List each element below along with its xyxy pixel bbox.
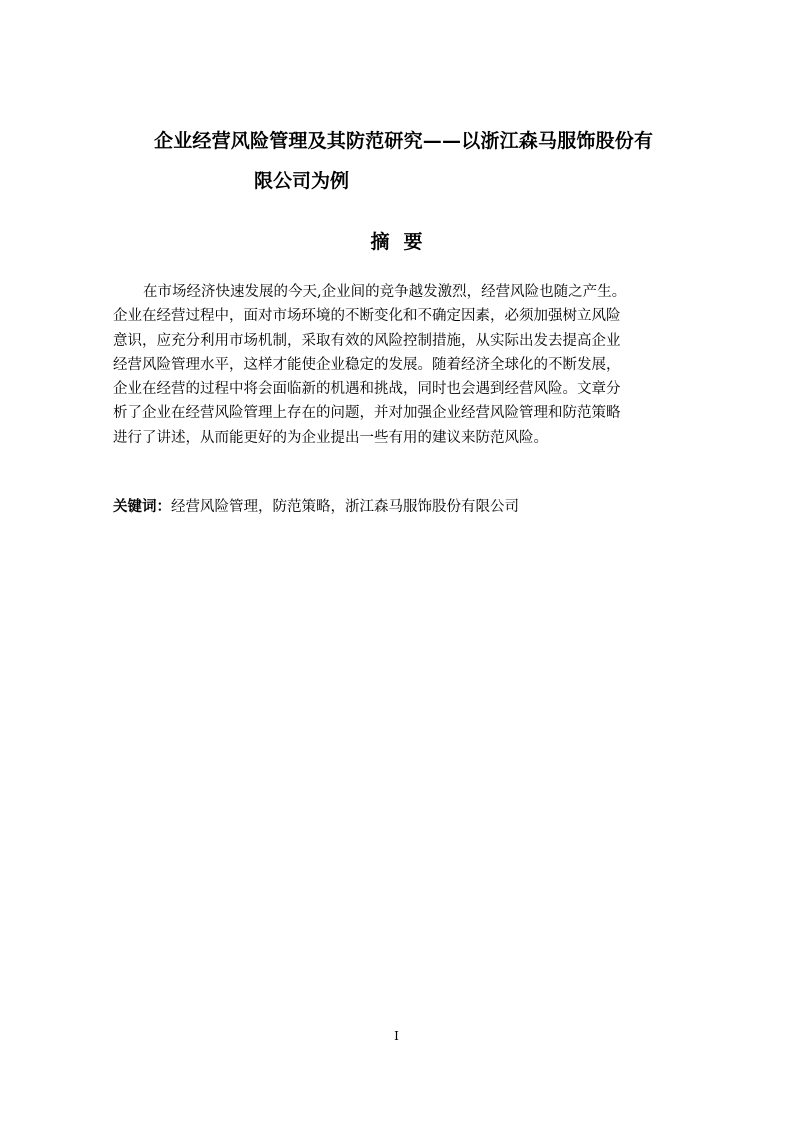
- keywords-value: 经营风险管理，防范策略，浙江森马服饰股份有限公司: [171, 499, 519, 515]
- document-title-continued: 限公司为例: [254, 170, 350, 192]
- abstract-line: 在市场经济快速发展的今天,企业间的竞争越发激烈，经营风险也随之产生。: [143, 284, 627, 300]
- page-number: I: [394, 1029, 399, 1043]
- abstract-line: 企业在经营过程中，面对市场环境的不断变化和不确定因素，必须加强树立风险: [113, 308, 621, 325]
- document-title: 企业经营风险管理及其防范研究——以浙江森马服饰股份有: [154, 130, 654, 152]
- abstract-heading: 摘要: [370, 231, 437, 253]
- abstract-line: 析了企业在经营风险管理上存在的问题，并对加强企业经营风险管理和防范策略: [113, 405, 621, 422]
- abstract-body: [113, 280, 683, 450]
- keywords: [113, 495, 683, 519]
- abstract-line: 进行了讲述，从而能更好的为企业提出一些有用的建议来防范风险。: [113, 429, 548, 446]
- keywords-label: 关键词：: [113, 498, 171, 515]
- abstract-line: 经营风险管理水平，这样才能使企业稳定的发展。随着经济全球化的不断发展，: [113, 356, 621, 373]
- abstract-line: 意识，应充分利用市场机制，采取有效的风险控制措施，从实际出发去提高企业: [113, 332, 621, 349]
- abstract-line: 企业在经营的过程中将会面临新的机遇和挑战，同时也会遇到经营风险。文章分: [113, 381, 621, 398]
